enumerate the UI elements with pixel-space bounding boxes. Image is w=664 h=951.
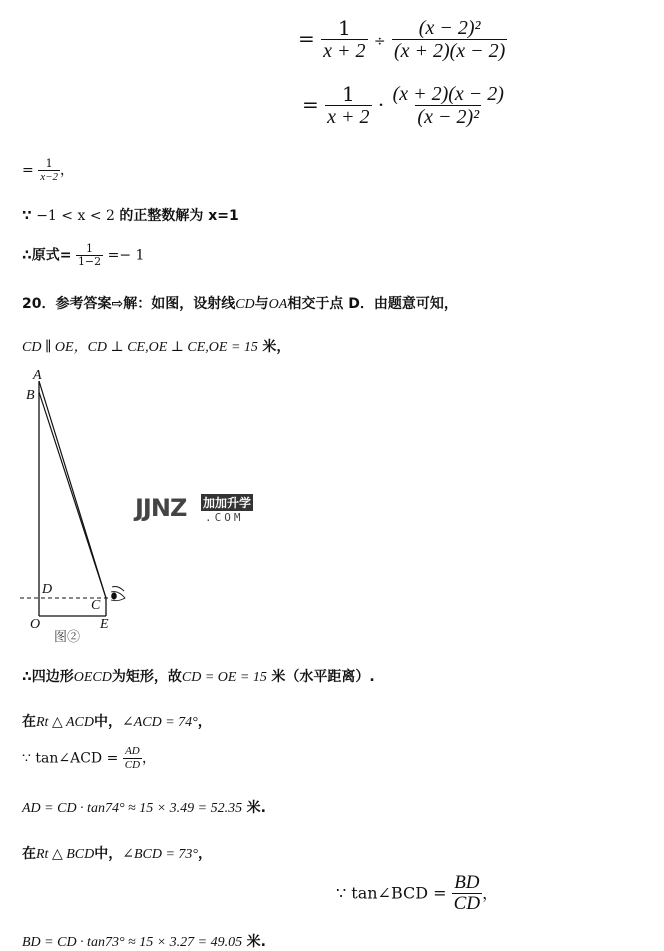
ad-calculation: AD = CD · tan74° ≈ 15 × 3.49 = 52.35 米.: [22, 800, 266, 816]
fraction-1-over-x-minus-2: $\frac{1}{x-2}$: [40, 157, 58, 183]
rectangle-conclusion: ∴四边形OECD为矩形，故CD = OE = 15 米（水平距离）.: [22, 669, 375, 685]
rt-triangle-acd: 在Rt △ ACD中，∠ACD = 74°，: [22, 714, 212, 730]
label-o: O: [30, 617, 41, 632]
conditions-line: CD ∥ OE，CD ⊥ CE,OE ⊥ CE,OE = 15 米，: [22, 339, 291, 355]
fraction-1-over-x-plus-2: $\frac{1}{x + 2}$: [323, 16, 366, 62]
watermark-jjnz: JJNZ: [135, 494, 187, 522]
bd-calculation: BD = CD · tan73° ≈ 15 × 3.27 = 49.05 米.: [22, 934, 266, 950]
fraction-ad-over-cd: $\frac{AD}{CD}$: [124, 745, 141, 771]
equation-step-3: = $\frac{1}{x-2}$ ，: [22, 157, 74, 183]
multiply-operator: ·: [377, 92, 385, 117]
because-line: ∵ −1 < x < 2 的正整数解为 x=1: [22, 208, 239, 224]
label-b: B: [26, 388, 35, 403]
fraction-product: $\frac{(x + 2)(x - 2)}{\text{(x − 2)²}}$: [392, 83, 504, 128]
watermark-cn: 加加升学: [203, 496, 252, 510]
watermark-logo: [135, 494, 252, 524]
label-c: C: [91, 598, 101, 613]
geometry-figure: [20, 368, 140, 648]
label-d: D: [42, 582, 53, 597]
rt-triangle-bcd: 在Rt △ BCD中，∠BCD = 73°，: [22, 846, 212, 862]
fraction-quotient: $\frac{\text{(x − 2)²}}{(x + 2)(x - 2)}$: [393, 17, 506, 62]
divide-operator: ÷: [373, 33, 386, 50]
figure-caption: 图②: [54, 630, 81, 645]
equation-step-1: [298, 18, 507, 62]
question-20-header: 20．参考答案⇨解：如图，设射线CD与OA相交于点 D．由题意可知，: [22, 296, 458, 312]
eye-icon: [111, 587, 125, 601]
label-a: A: [33, 368, 42, 383]
tan-acd-line: ∵ tan∠ACD = $\frac{AD}{CD}$ ，: [22, 745, 157, 771]
equals-sign: =: [298, 26, 315, 51]
tan-bcd-line: ∵ tan∠BCD = $\frac{BD}{CD}$ ，: [336, 872, 499, 914]
equals-sign: =: [302, 92, 319, 117]
label-e: E: [100, 617, 109, 632]
watermark-domain: .COM: [205, 511, 244, 524]
figure-diagram: [20, 368, 140, 648]
fraction-1-over-1-minus-2: $\frac{1}{1-2}$: [77, 242, 102, 268]
therefore-line: ∴原式= $\frac{1}{1-2}$ =− 1: [22, 242, 145, 268]
equation-step-2: [302, 84, 506, 128]
fraction-bd-over-cd: $\frac{BD}{CD}$: [453, 872, 481, 914]
fraction-1-over-x-plus-2: $\frac{1}{x + 2}$: [327, 82, 370, 128]
